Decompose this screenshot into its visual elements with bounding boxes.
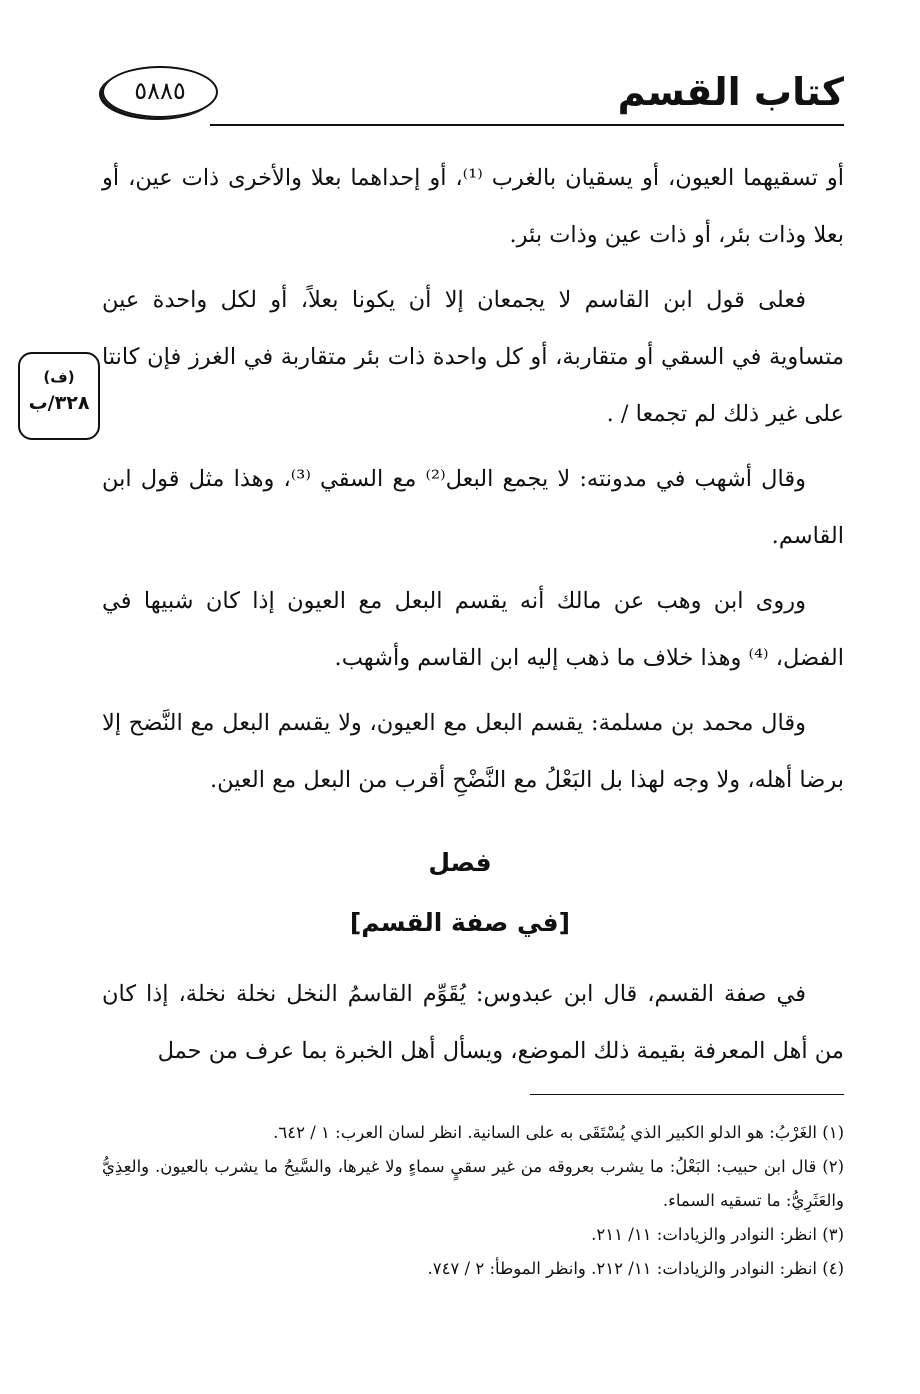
footnote: (٤) انظر: النوادر والزيادات: ١١/ ٢١٢. وانظر الموطأ: ٢ / ٧٤٧. xyxy=(427,1259,844,1278)
paragraph: في صفة القسم، قال ابن عبدوس: يُقَوِّم القاسمُ النخل نخلة نخلة، إذا كان من أهل المعرفة بقيمة ذلك الموضع، ويسأل أهل الخبرة بما عرف من حمل xyxy=(102,981,844,1064)
page-number: ٥٨٨٥ xyxy=(134,77,186,105)
margin-reference-folio: ٣٢٨/ب xyxy=(28,392,90,414)
paragraph: وقال أشهب في مدونته: لا يجمع البعل⁽²⁾ مع السقي ⁽³⁾، وهذا مثل قول ابن القاسم. xyxy=(102,466,844,549)
footnote: (٣) انظر: النوادر والزيادات: ١١/ ٢١١. xyxy=(591,1225,844,1244)
footnote: (١) الغَرْبُ: هو الدلو الكبير الذي يُسْتَقَى به على السانية. انظر لسان العرب: ١ / ٦٤٢. xyxy=(273,1123,844,1142)
margin-manuscript-reference xyxy=(18,352,100,440)
footnote: (٢) قال ابن حبيب: البَعْلُ: ما يشرب بعروقه من غير سقيٍ سماءٍ ولا غيرها، والسَّيحُ ما يشرب بالعيون. والعِذِيُّ والعَثَرِيُّ: ما تسقيه السماء. xyxy=(102,1157,844,1210)
paragraph: وروى ابن وهب عن مالك أنه يقسم البعل مع العيون إذا كان شبيها في الفضل، ⁽⁴⁾ وهذا خلاف ما ذهب إليه ابن القاسم وأشهب. xyxy=(102,588,844,671)
header-rule xyxy=(210,124,844,126)
section-title: فصل xyxy=(428,848,492,877)
main-text xyxy=(102,150,844,817)
section-text xyxy=(102,966,844,1080)
paragraph: وقال محمد بن مسلمة: يقسم البعل مع العيون، ولا يقسم البعل مع النَّضح إلا برضا أهله، ولا وجه لهذا بل البَعْلُ مع النَّضْحِ أقرب من البعل مع العين. xyxy=(102,710,844,793)
section-subtitle: [في صفة القسم] xyxy=(349,908,571,937)
margin-reference-label: (ف) xyxy=(43,368,75,386)
paragraph: فعلى قول ابن القاسم لا يجمعان إلا أن يكونا بعلاً، أو لكل واحدة عين متساوية في السقي أو متقاربة، أو كل واحدة ذات بئر متقاربة في الغرز فإن كانتا على غير ذلك لم تجمعا / . xyxy=(102,287,844,427)
footnotes xyxy=(102,1116,844,1286)
paragraph: أو تسقيهما العيون، أو يسقيان بالغرب ⁽¹⁾، أو إحداهما بعلا والأخرى ذات عين، أو بعلا وذات بئر، أو ذات عين وذات بئر. xyxy=(102,165,844,248)
footnote-separator xyxy=(530,1094,844,1095)
book-title: كتاب القسم xyxy=(617,70,844,114)
page-number-oval xyxy=(102,66,218,118)
